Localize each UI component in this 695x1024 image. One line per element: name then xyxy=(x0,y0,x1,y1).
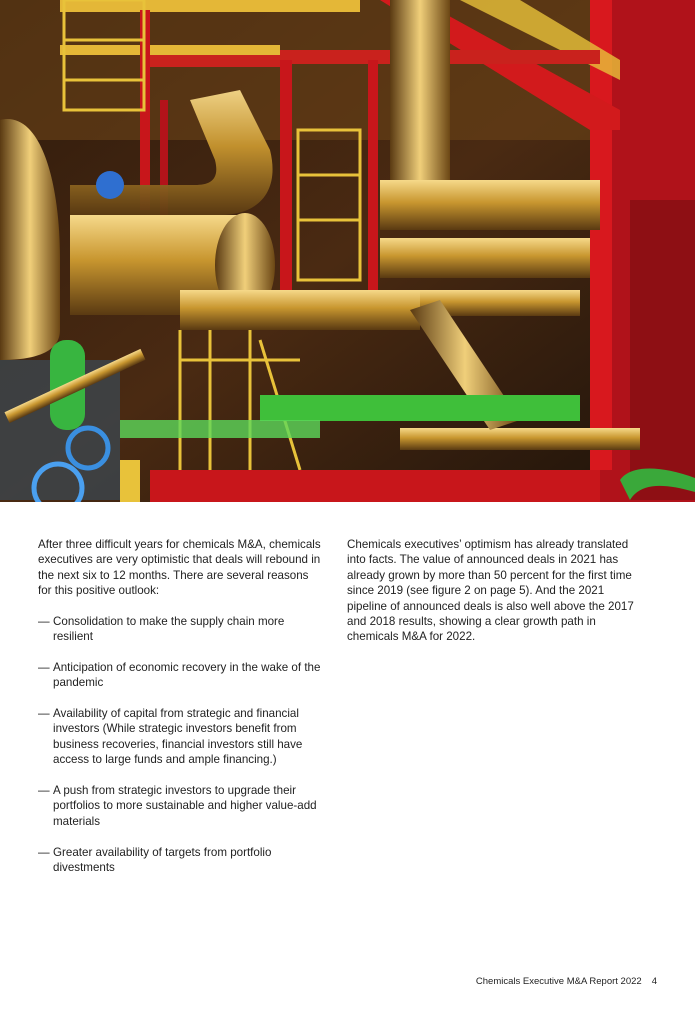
list-item-text: A push from strategic investors to upgrade their portfolios to more sustainable and higher value-add materials xyxy=(53,784,317,828)
report-title: Chemicals Executive M&A Report 2022 xyxy=(475,976,642,987)
optimism-paragraph: Chemicals executives’ optimism has already translated into facts. The value of announced deals in 2021 has already grown by more than 50 percent for the first time since 2019 (see figure 2 on page 5). And the 2021 pipeline of announced deals is also well above the 2017 and 2018 results, showing a clear growth path in chemicals M&A for 2022. xyxy=(347,538,634,644)
list-item-text: Greater availability of targets from portfolio divestments xyxy=(53,845,272,875)
left-column xyxy=(38,537,323,891)
page-number: 4 xyxy=(651,976,657,987)
dash-bullet: — xyxy=(38,660,50,674)
list-item xyxy=(38,706,323,768)
list-item xyxy=(38,845,323,876)
list-item-text: Availability of capital from strategic and financial investors (While strategic investors benefit from business recoveries, financial investors still have access to large funds and ample financing.) xyxy=(53,707,303,767)
industrial-plant-illustration xyxy=(0,0,695,502)
dash-bullet: — xyxy=(38,784,50,798)
list-item-text: Consolidation to make the supply chain more resilient xyxy=(53,614,285,644)
right-column xyxy=(347,537,637,645)
list-item xyxy=(38,614,323,645)
list-item xyxy=(38,660,323,691)
outlook-reasons-list xyxy=(38,614,323,876)
dash-bullet: — xyxy=(38,614,50,628)
dash-bullet: — xyxy=(38,845,50,859)
hero-photo xyxy=(0,0,695,502)
intro-paragraph: After three difficult years for chemicals M&A, chemicals executives are very optimistic that deals will rebound in the next six to 12 months. There are several reasons for this positive outlook: xyxy=(38,538,321,598)
dash-bullet: — xyxy=(38,707,50,721)
list-item xyxy=(38,783,323,829)
page-footer xyxy=(476,976,657,987)
list-item-text: Anticipation of economic recovery in the wake of the pandemic xyxy=(53,660,321,690)
